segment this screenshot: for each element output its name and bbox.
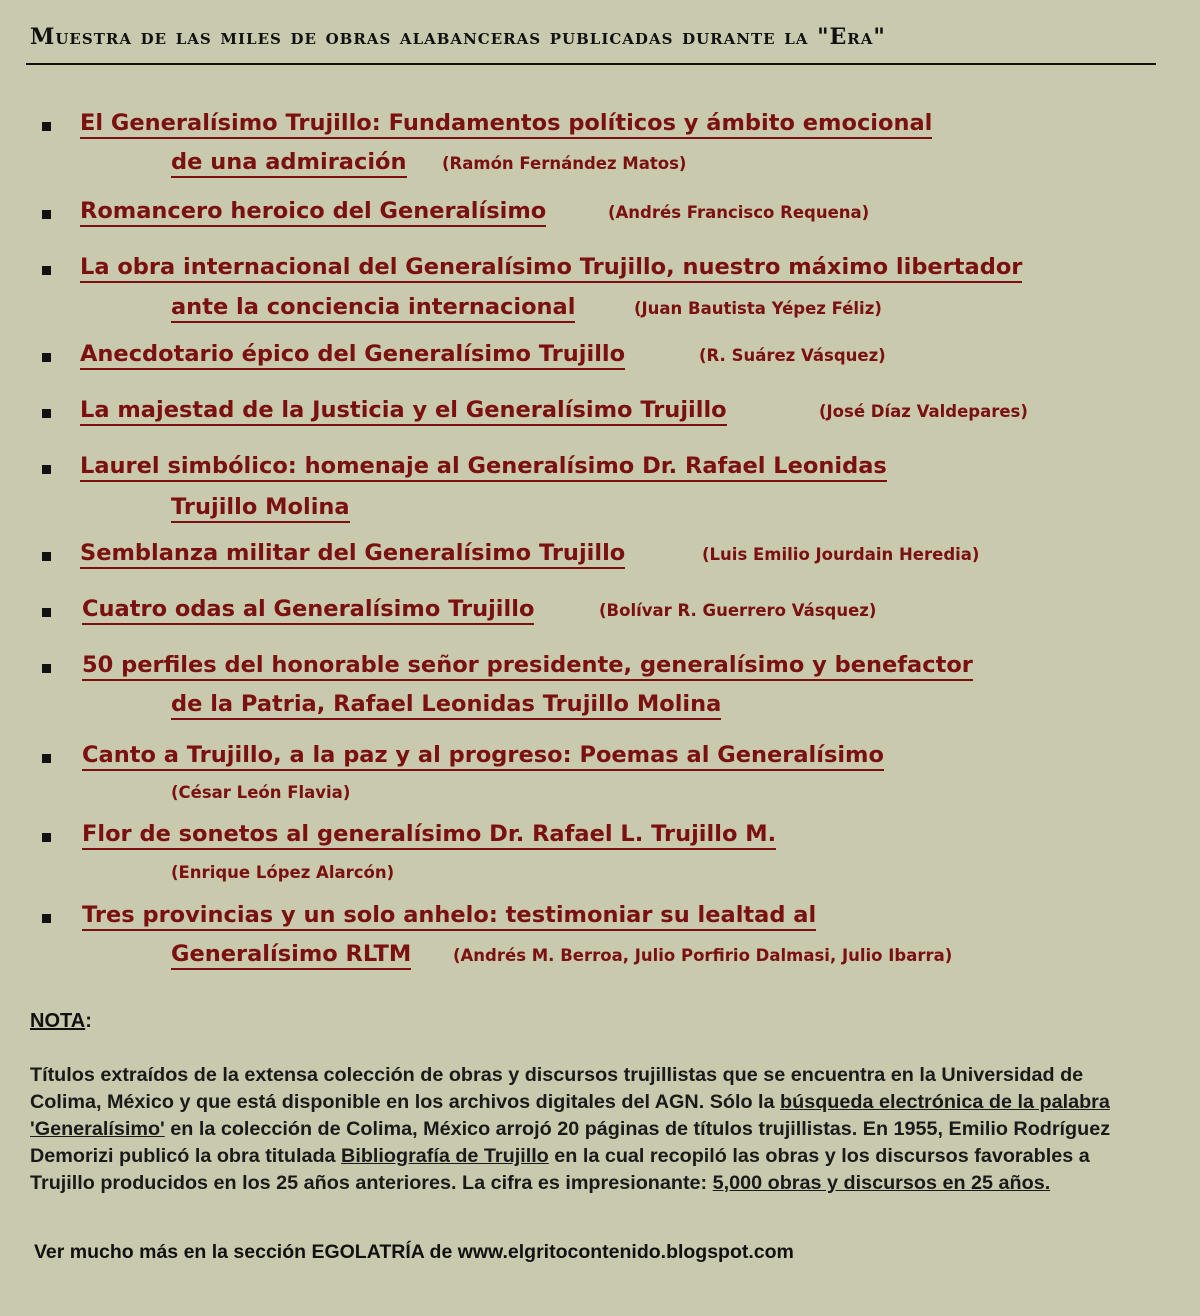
book-author: (Juan Bautista Yépez Féliz) (634, 299, 882, 318)
book-author: (R. Suárez Vásquez) (699, 346, 886, 365)
bullet-icon (42, 914, 51, 923)
bullet-icon (42, 210, 51, 219)
bibliography-title: Bibliografía de Trujillo (341, 1145, 549, 1167)
footer-text: Ver mucho más en la sección EGOLATRÍA de www.elgritocontenido.blogspot.com (34, 1241, 794, 1263)
book-title-line1: Romancero heroico del Generalísimo (80, 198, 546, 227)
book-title-line1: Tres provincias y un solo anhelo: testimoniar su lealtad al (82, 902, 816, 931)
book-title-line1: Cuatro odas al Generalísimo Trujillo (82, 596, 534, 625)
bullet-icon (42, 608, 51, 617)
bullet-icon (42, 266, 51, 275)
book-author: (Andrés Francisco Requena) (608, 203, 870, 222)
book-author: (José Díaz Valdepares) (819, 402, 1028, 421)
book-title-line1: Semblanza militar del Generalísimo Trujillo (80, 540, 625, 569)
book-title-line1: Laurel simbólico: homenaje al Generalísimo Dr. Rafael Leonidas (80, 453, 887, 482)
book-title-line2: Trujillo Molina (171, 494, 350, 523)
book-title-line1: Flor de sonetos al generalísimo Dr. Rafael L. Trujillo M. (82, 821, 776, 850)
bullet-icon (42, 664, 51, 673)
book-author: (Ramón Fernández Matos) (442, 154, 687, 173)
bullet-icon (42, 552, 51, 561)
book-title-line2: ante la conciencia internacional (171, 294, 575, 323)
book-title-line1: 50 perfiles del honorable señor presidente, generalísimo y benefactor (82, 652, 973, 681)
book-title-line2: Generalísimo RLTM (171, 941, 411, 970)
bullet-icon (42, 754, 51, 763)
highlight-figure: 5,000 obras y discursos en 25 años. (712, 1172, 1051, 1194)
note-heading: NOTA: (30, 1010, 92, 1032)
title-rule (26, 63, 1156, 65)
book-author: (Andrés M. Berroa, Julio Porfirio Dalmasi, Julio Ibarra) (453, 946, 953, 965)
book-title-line1: Canto a Trujillo, a la paz y al progreso: Poemas al Generalísimo (82, 742, 884, 771)
book-author: (Enrique López Alarcón) (171, 863, 395, 882)
note-body: Títulos extraídos de la extensa colección de obras y discursos trujillistas que se encuentra en la Universidad de Colima, México y que está disponible en los archivos digitales del AGN. Sólo la búsqueda electrónica de la palabra 'Generalísimo' en la colección de Colima, México arrojó 20 páginas de títulos trujillistas. En 1955, Emilio Rodríguez Demorizi publicó la obra titulada Bibliografía de Trujillo en la cual recopiló las obras y los discursos favorables a Trujillo producidos en los 25 años anteriores. La cifra es impresionante: 5,000 obras y discursos en 25 años. (30, 1064, 1111, 1194)
bullet-icon (42, 409, 51, 418)
book-author: (Bolívar R. Guerrero Vásquez) (599, 601, 877, 620)
search-link-text: búsqueda electrónica de la palabra 'Generalísimo' (30, 1091, 1110, 1140)
bullet-icon (42, 353, 51, 362)
bullet-icon (42, 833, 51, 842)
bullet-icon (42, 122, 51, 131)
book-title-line1: La obra internacional del Generalísimo Trujillo, nuestro máximo libertador (80, 254, 1022, 283)
book-title-line2: de la Patria, Rafael Leonidas Trujillo Molina (171, 691, 721, 720)
book-title-line1: Anecdotario épico del Generalísimo Trujillo (80, 341, 625, 370)
book-title-line2: de una admiración (171, 149, 407, 178)
book-title-line1: La majestad de la Justicia y el Generalísimo Trujillo (80, 397, 727, 426)
book-author: (César León Flavia) (171, 783, 351, 802)
page-title: Muestra de las miles de obras alabanceras publicadas durante la "Era" (30, 24, 886, 50)
book-author: (Luis Emilio Jourdain Heredia) (702, 545, 980, 564)
bullet-icon (42, 465, 51, 474)
book-title-line1: El Generalísimo Trujillo: Fundamentos políticos y ámbito emocional (80, 110, 932, 139)
